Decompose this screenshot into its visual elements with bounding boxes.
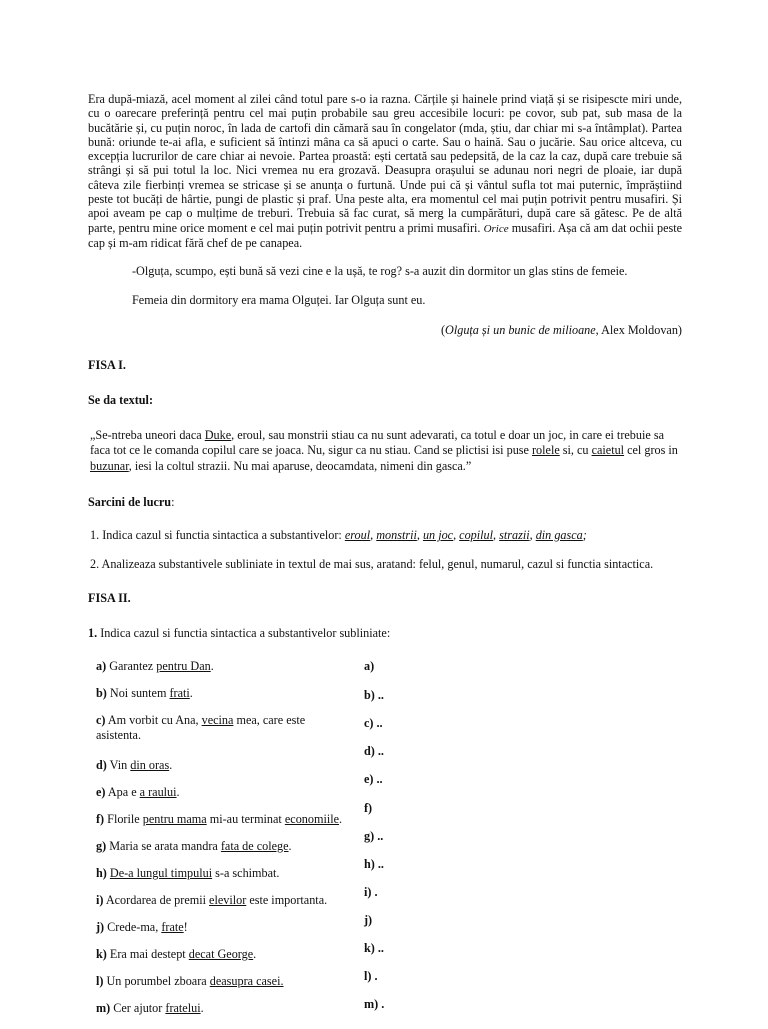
exercise-text: Maria se arata mandra [106,838,221,853]
intro-line: unde, cu o oarecare preferință pentru cel mai puțin probabile sau greu accesibile locuri: pe covor, sub pat, sub masa [88,92,682,121]
exercise-text: Florile [104,811,143,826]
intro-line: Partea bună: oriunde te-ai afla, e suficient să întinzi mâna ca să apuci o carte. Sau o haină. Sau o jucărie. Sau orice [88,120,682,149]
exercise-letter: d) [96,757,107,772]
exercise-text: Am vorbit cu Ana, [105,712,202,727]
exercise-underlined: decat George [188,946,254,961]
dialog-line-2: Femeia din dormitory era mama Olguței. Iar Olguța sunt eu. [132,293,426,308]
citation-open: ( [440,322,446,337]
exercise-text: mi-au terminat [206,811,285,826]
quote-text: „Se-ntreba uneori daca [90,428,205,443]
answer-slot[interactable]: i) . [364,884,378,899]
intro-line: ploaie, iar după câteva zile fierbinți vremea se stricase și se anunța o furtună. Unde pui că și vântul sufla tot mai [88,163,683,192]
fisa2-intro-num: 1. [88,625,98,640]
exercise-underlined: din oras [130,757,170,772]
quote-paragraph [90,428,682,474]
intro-line: Era după-miază, acel moment al zilei când totul pare s-o ia razna. Cărțile și hainele prind viață și se risipescte miri [88,92,652,106]
exercise-letter: f) [96,811,105,826]
exercise-text: Cer ajutor [110,1000,166,1015]
exercise-item [96,758,346,773]
exercise-item [96,866,346,881]
sarcini-label: Sarcini de lucru [88,494,172,509]
answer-slot[interactable]: f) [364,800,373,815]
answer-slot[interactable]: a) [364,658,375,673]
intro-last-line: musafiri. Așa că am dat ochii peste cap și m-am ridicat fără chef de pe canapea. [88,220,683,250]
task-1-item: din gasca [535,528,583,543]
quote-text: cel [624,443,642,458]
task-1-item: copilul [459,528,494,543]
answer-slot[interactable]: g) .. [364,828,384,843]
exercise-underlined: elevilor [209,892,247,907]
fisa2-intro-text: Indica cazul si functia sintactica a substantivelor subliniate: [97,625,391,640]
exercise-text: Garantez [106,658,157,673]
fisa2-heading: FISA II. [88,590,131,605]
exercise-text: Era mai destept [106,946,189,961]
exercise-letter: a) [96,658,107,673]
task-1-item: monstrii [376,528,417,543]
exercise-item [96,785,346,800]
exercise-letter: m) [96,1000,111,1015]
answer-slot[interactable]: d) .. [364,743,384,758]
exercise-text: Un porumbel zboara [103,973,210,988]
task-1-text: 1. Indica cazul si functia sintactica a substantivelor: [90,528,345,543]
exercise-underlined: fata de colege [220,838,289,853]
answer-slot[interactable]: e) .. [364,771,383,786]
quote-underlined: rolele [532,443,560,458]
intro-line: care să gătesc. Pe de altă parte, pentru mine orice moment e cel mai puțin potrivit pentru a primi musafiri. [88,206,683,235]
answer-slot[interactable]: l) . [364,968,378,983]
intro-line: care trebuie să strângi și să pui totul la loc. Nici vremea nu era grozavă. Deasupra orașului se adunau nori negri de [88,149,682,178]
document-page [88,92,682,1029]
exercise-item [96,839,346,854]
exercise-text: mea, care este asistenta. [96,712,306,743]
exercise-underlined: fratelui [165,1000,201,1015]
exercise-letter: g) [96,838,107,853]
fisa1-heading: FISA I. [88,357,126,372]
exercise-underlined: pentru mama [142,811,207,826]
exercise-text: . [210,658,214,673]
quote-text: gros in [644,443,678,458]
intro-line: de la bucătărie și, cu puțin noroc, în lada de cartofi din cămară sau în congelator (mda, știu, dar chiar mi s-a întâmplat). [88,106,682,135]
exercise-letter: i) [96,892,104,907]
intro-orice: Orice [483,222,509,235]
exercise-underlined: frate [161,919,184,934]
exercise-letter: e) [96,784,106,799]
exercise-text: Apa e [105,784,140,799]
exercise-item [96,947,346,962]
exercise-text: este importanta. [246,892,328,907]
answer-slot[interactable]: k) .. [364,940,384,955]
task-1-item: strazii [499,528,530,543]
exercise-text: ! [183,919,188,934]
task-2: 2. Analizeaza substantivele subliniate in textul de mai sus, aratand: felul, genul, numarul, cazul si functia sintactica. [90,557,654,572]
exercise-text: Crede-ma, [104,919,162,934]
exercise-item [96,686,346,701]
exercise-item [96,893,346,908]
exercise-text: s-a schimbat. [212,865,280,880]
exercise-text: . [253,946,257,961]
task-1: 1. Indica cazul si functia sintactica a substantivelor: eroul, monstrii, un joc, copilul, strazii, din gasca; [90,528,587,543]
exercise-text: Vin [106,757,131,772]
citation-author: , Alex Moldovan) [595,322,682,337]
citation [88,323,682,338]
answer-slot[interactable]: h) .. [364,856,384,871]
quote-underlined: caietul [591,443,625,458]
exercise-underlined: frati [169,685,190,700]
quote-text: , iesi la coltul strazii. Nu mai aparuse, deocamdata, nimeni din gasca.” [128,458,472,473]
exercise-underlined: vecina [201,712,234,727]
exercise-text: Acordarea de premii [103,892,210,907]
exercise-text: . [169,757,173,772]
intro-line: altceva, cu excepția lucrurilor de care chiar ai nevoie. Partea proastă: ești certată sau pedepsită, de la caz la caz, după [88,134,683,164]
task-1-item: eroul [344,528,371,543]
quote-text: si, cu [559,443,592,458]
exercise-item [96,812,346,827]
exercise-text: . [288,838,292,853]
exercise-item [96,1001,346,1016]
exercise-area [88,659,682,1029]
exercise-text: . [200,1000,204,1015]
intro-line: potrivit pentru musafiri. Și apoi aveam pe cap o mulțime de treburi. Trebuia să fac curat, să merg la cumpărături, după [88,192,682,221]
dialog-line-1: -Olguța, scumpo, ești bună să vezi cine e la ușă, te rog? s-a auzit din dormitor un glas stins de femeie. [132,264,628,279]
task-1-end: ; [582,528,587,543]
exercise-letter: l) [96,973,104,988]
task-1-item: un joc [422,528,454,543]
exercise-letter: h) [96,865,107,880]
exercise-letter: j) [96,919,105,934]
exercise-underlined: economiile [284,811,340,826]
answer-slot[interactable]: b) .. [364,687,384,702]
se-da-heading: Se da textul: [88,393,153,408]
exercise-underlined: deasupra casei. [209,973,284,988]
answer-slot[interactable]: m) . [364,996,385,1011]
quote-underlined: buzunar [90,458,129,473]
exercise-underlined: De-a lungul timpului [109,865,213,880]
exercise-item [96,713,346,743]
exercise-text: Noi suntem [106,685,170,700]
exercise-item [96,659,346,674]
exercise-underlined: a raului [139,784,177,799]
sarcini-heading [88,495,682,510]
exercise-letter: b) [96,685,107,700]
intro-line: puternic, împrăștiind peste tot bucăți de hârtie, pungi de plastic și praf. Una peste alta, era momentul cel mai puțin [88,177,683,207]
exercise-text: . [339,811,343,826]
intro-paragraph [88,92,682,250]
exercise-text: . [189,685,193,700]
answer-slot[interactable]: c) .. [364,715,383,730]
answer-slot[interactable]: j) [364,912,373,927]
exercise-text: . [176,784,180,799]
fisa2-intro [88,626,682,641]
exercise-underlined: pentru Dan [156,658,211,673]
quote-text: sa faca tot ce le comanda copilul care se joaca. Nu, sigur ca nu stiau. Cand se plictisi isi puse [90,428,664,458]
exercise-item [96,920,346,935]
exercise-letter: k) [96,946,107,961]
exercise-letter: c) [96,712,106,727]
citation-title: Olguța și un bunic de milioane [445,322,596,337]
quote-underlined: Duke [204,428,232,443]
exercise-item [96,974,346,989]
sarcini-colon: : [171,494,175,509]
quote-text: , eroul, sau monstrii stiau ca nu sunt adevarati, ca totul e doar un joc, in care ei trebuie [231,428,651,443]
